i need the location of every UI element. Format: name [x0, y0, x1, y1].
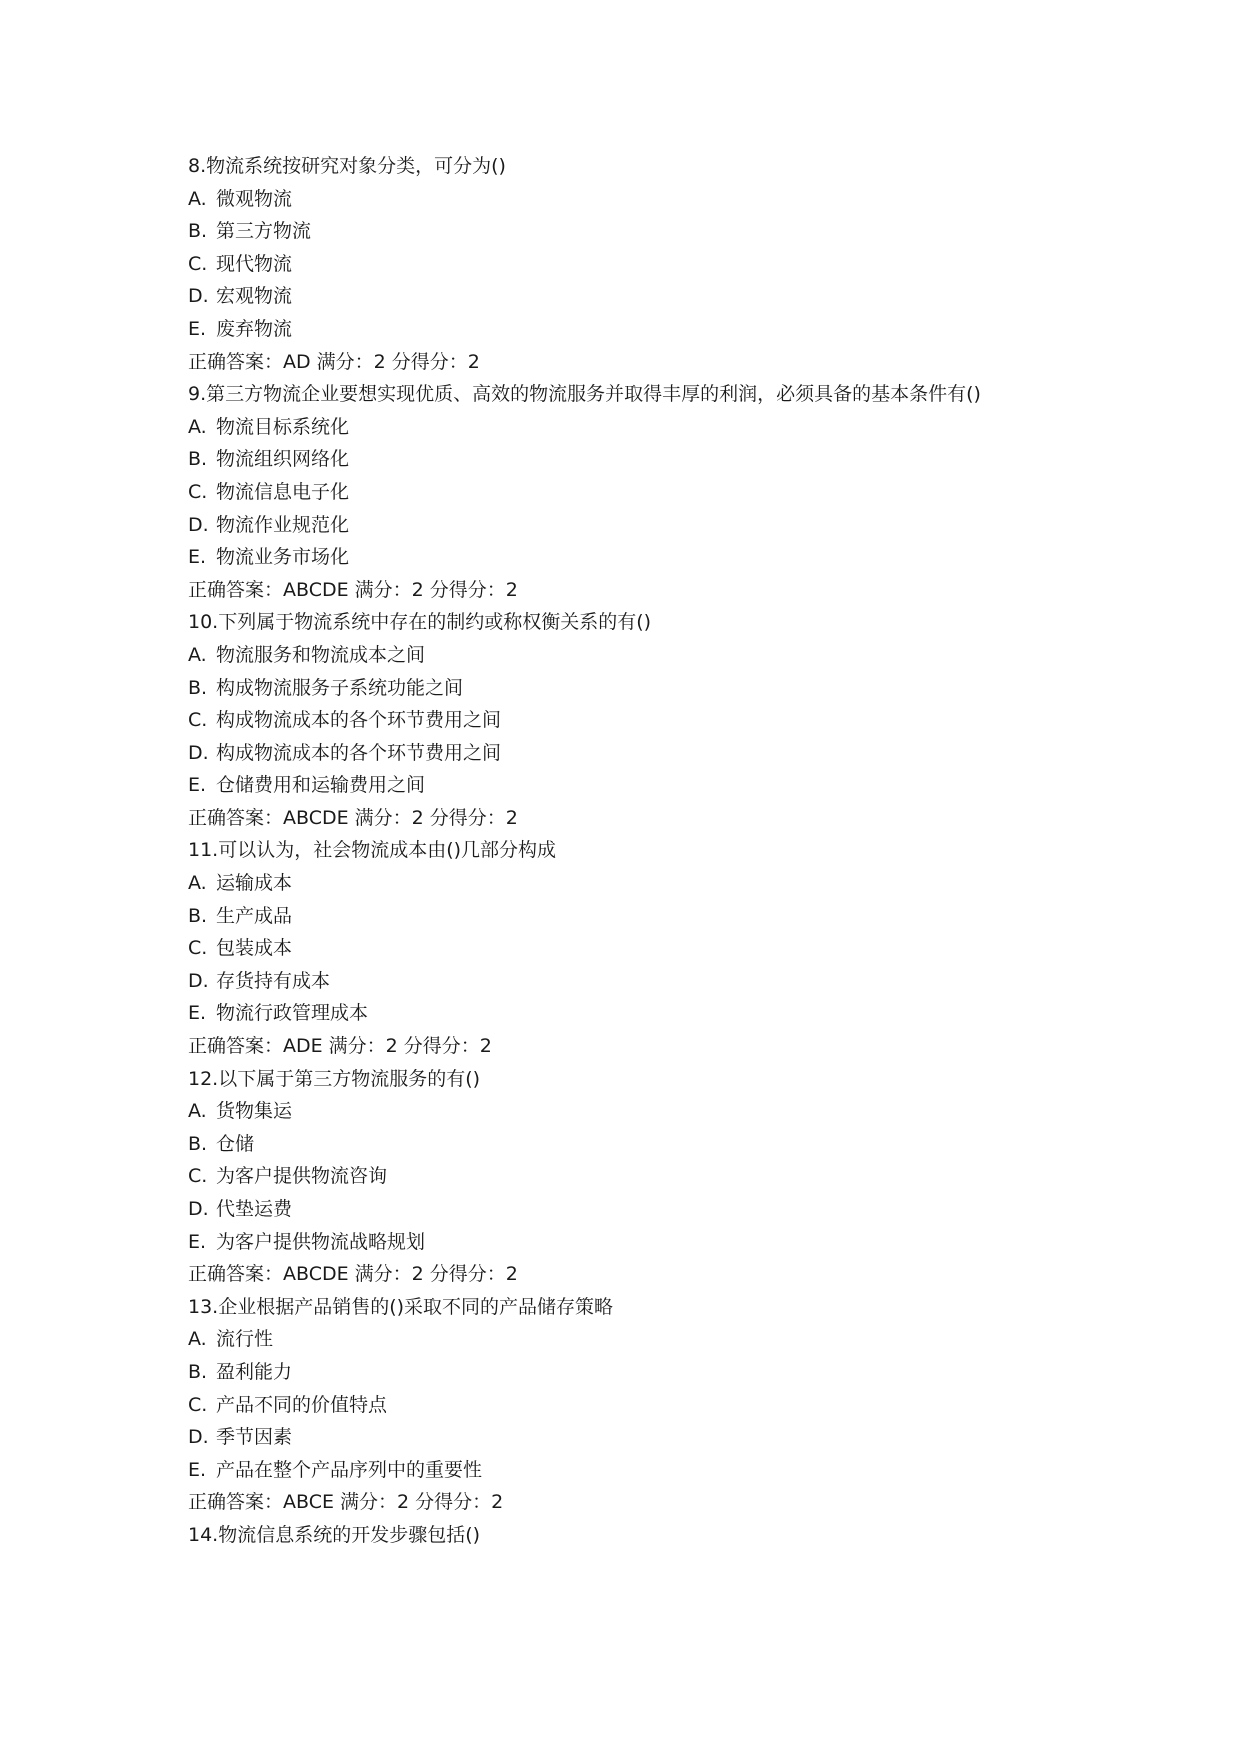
option-c: C. 构成物流成本的各个环节费用之间 — [188, 709, 502, 732]
question-title: 14.物流信息系统的开发步骤包括() — [188, 1523, 481, 1546]
option-d: D. 宏观物流 — [188, 285, 293, 308]
option-e: E. 仓储费用和运输费用之间 — [188, 774, 426, 797]
question-title: 11.可以认为，社会物流成本由()几部分构成 — [188, 839, 557, 862]
option-a: A. 货物集运 — [188, 1100, 293, 1123]
option-d: D. 存货持有成本 — [188, 969, 331, 992]
question-block — [188, 606, 1068, 834]
option-a: A. 流行性 — [188, 1328, 274, 1351]
answer-line: 正确答案：AD 满分：2 分得分：2 — [188, 350, 480, 373]
option-c: C. 物流信息电子化 — [188, 480, 350, 503]
option-e: E. 物流行政管理成本 — [188, 1002, 369, 1025]
option-d: D. 构成物流成本的各个环节费用之间 — [188, 741, 502, 764]
option-e: E. 为客户提供物流战略规划 — [188, 1230, 426, 1253]
option-a: A. 运输成本 — [188, 872, 293, 895]
option-e: E. 产品在整个产品序列中的重要性 — [188, 1458, 483, 1481]
option-e: E. 物流业务市场化 — [188, 546, 350, 569]
question-block — [188, 150, 1068, 378]
answer-line: 正确答案：ADE 满分：2 分得分：2 — [188, 1035, 492, 1058]
option-d: D. 物流作业规范化 — [188, 513, 350, 536]
question-block — [188, 1519, 1068, 1552]
question-title: 8.物流系统按研究对象分类，可分为() — [188, 155, 506, 177]
option-b: B. 构成物流服务子系统功能之间 — [188, 676, 464, 699]
option-b: B. 第三方物流 — [188, 220, 312, 243]
option-c: C. 现代物流 — [188, 252, 293, 275]
option-b: B. 生产成品 — [188, 904, 293, 927]
option-c: C. 为客户提供物流咨询 — [188, 1165, 388, 1188]
option-e: E. 废弃物流 — [188, 317, 293, 340]
option-d: D. 代垫运费 — [188, 1198, 293, 1220]
question-block — [188, 378, 1068, 606]
document-page — [188, 150, 1068, 1552]
option-d: D. 季节因素 — [188, 1426, 293, 1449]
option-a: A. 物流目标系统化 — [188, 415, 350, 438]
answer-line: 正确答案：ABCDE 满分：2 分得分：2 — [188, 578, 518, 601]
question-title: 13.企业根据产品销售的()采取不同的产品储存策略 — [188, 1295, 614, 1318]
answer-line: 正确答案：ABCE 满分：2 分得分：2 — [188, 1491, 504, 1514]
question-block — [188, 1063, 1068, 1291]
question-title: 9.第三方物流企业要想实现优质、高效的物流服务并取得丰厚的利润，必须具备的基本条件有() — [188, 383, 981, 406]
option-a: A. 微观物流 — [188, 187, 293, 210]
option-c: C. 产品不同的价值特点 — [188, 1393, 388, 1416]
answer-line: 正确答案：ABCDE 满分：2 分得分：2 — [188, 1263, 518, 1286]
option-b: B. 盈利能力 — [188, 1360, 293, 1383]
question-block — [188, 834, 1068, 1062]
option-c: C. 包装成本 — [188, 937, 293, 960]
option-b: B. 物流组织网络化 — [188, 448, 350, 471]
option-a: A. 物流服务和物流成本之间 — [188, 643, 426, 666]
question-title: 10.下列属于物流系统中存在的制约或称权衡关系的有() — [188, 611, 652, 634]
answer-line: 正确答案：ABCDE 满分：2 分得分：2 — [188, 806, 518, 829]
question-block — [188, 1291, 1068, 1519]
question-title: 12.以下属于第三方物流服务的有() — [188, 1067, 481, 1090]
option-b: B. 仓储 — [188, 1132, 255, 1155]
